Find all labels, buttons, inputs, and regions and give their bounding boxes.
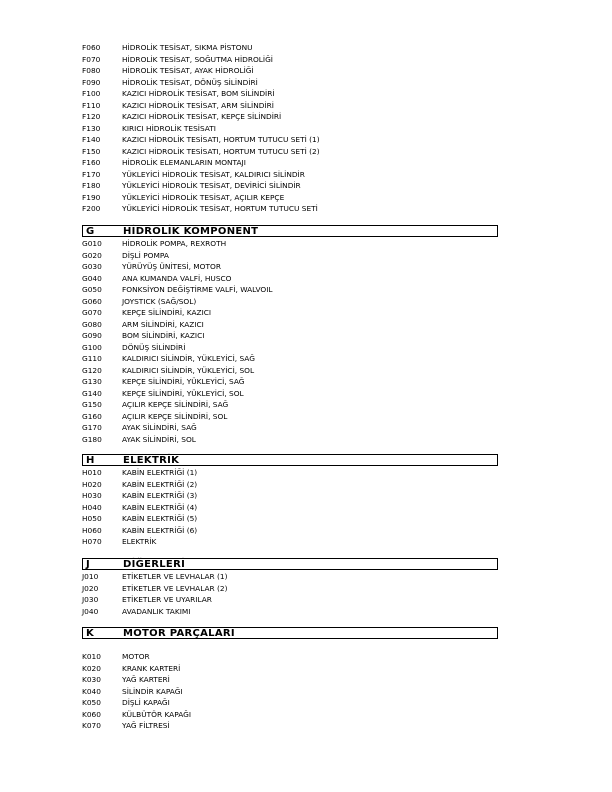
item-description: YAĞ FİLTRESİ <box>122 721 170 730</box>
list-item <box>82 157 498 169</box>
item-description: ANA KUMANDA VALFİ, HUSCO <box>122 273 232 283</box>
list-item <box>82 422 498 434</box>
item-description: YÜKLEYİCİ HİDROLİK TESİSAT, HORTUM TUTUCU SETİ <box>122 204 318 213</box>
list-item <box>82 376 498 388</box>
list-item <box>82 365 498 377</box>
list-item <box>82 399 498 411</box>
item-code: K040 <box>82 686 101 696</box>
section-j-header <box>82 558 498 570</box>
list-item <box>82 192 498 204</box>
section-j-title: DİĞERLERİ <box>123 559 186 570</box>
list-item <box>82 502 498 514</box>
item-description: KAZICI HİDROLİK TESİSAT, KEPÇE SİLİNDİRİ <box>122 112 282 121</box>
item-code: G130 <box>82 377 102 386</box>
item-description: HİDROLİK TESİSAT, SIKMA PİSTONU <box>122 43 253 52</box>
item-code: H070 <box>82 537 102 546</box>
item-description: KALDIRICI SİLİNDİR, YÜKLEYİCİ, SAĞ <box>122 354 255 363</box>
section-k-letter: K <box>86 628 94 639</box>
item-code: G110 <box>82 354 102 363</box>
item-description: AÇILIR KEPÇE SİLİNDİRİ, SAĞ <box>122 400 229 409</box>
item-code: G070 <box>82 308 102 317</box>
section-h-title: ELEKTRİK <box>123 455 180 466</box>
list-item <box>82 571 498 583</box>
list-item <box>82 261 498 273</box>
item-code: K010 <box>82 652 101 661</box>
item-description: KALDIRICI SİLİNDİR, YÜKLEYİCİ, SOL <box>122 365 255 375</box>
item-code: F170 <box>82 169 101 179</box>
list-item <box>82 123 498 135</box>
item-code: G160 <box>82 411 102 421</box>
list-item <box>82 720 498 732</box>
list-item <box>82 709 498 721</box>
list-item <box>82 697 498 709</box>
item-description: HİDROLİK POMPA, REXROTH <box>122 239 227 248</box>
item-code: J020 <box>82 583 99 593</box>
item-code: K030 <box>82 675 101 684</box>
item-description: MOTOR <box>122 652 150 661</box>
list-item <box>82 330 498 342</box>
item-description: BOM SİLİNDİRİ, KAZICI <box>122 331 205 340</box>
item-code: H030 <box>82 491 102 500</box>
section-h-header <box>82 454 498 466</box>
section-g-letter: G <box>86 226 95 237</box>
item-description: AYAK SİLİNDİRİ, SOL <box>122 434 196 444</box>
item-code: G080 <box>82 319 102 329</box>
list-item <box>82 100 498 112</box>
item-code: H050 <box>82 514 102 523</box>
section-g-list <box>82 238 498 445</box>
item-code: J040 <box>82 606 99 616</box>
item-description: YÜKLEYİCİ HİDROLİK TESİSAT, DEVİRİCİ SİLİNDİR <box>122 181 301 190</box>
item-code: J010 <box>82 572 99 581</box>
item-code: F160 <box>82 158 101 167</box>
item-description: KABİN ELEKTRİĞİ (5) <box>122 514 198 523</box>
item-code: G050 <box>82 285 102 294</box>
item-code: G100 <box>82 342 102 352</box>
item-description: ARM SİLİNDİRİ, KAZICI <box>122 319 204 329</box>
list-item <box>82 686 498 698</box>
list-item <box>82 203 498 215</box>
item-description: YÜRÜYÜŞ ÜNİTESİ, MOTOR <box>122 262 221 271</box>
list-item <box>82 180 498 192</box>
list-item <box>82 296 498 308</box>
list-item <box>82 307 498 319</box>
item-code: F100 <box>82 89 101 98</box>
item-code: F180 <box>82 181 101 190</box>
list-item <box>82 65 498 77</box>
section-k <box>82 627 498 732</box>
list-item <box>82 77 498 89</box>
item-code: K060 <box>82 709 101 719</box>
section-k-header <box>82 627 498 639</box>
list-item <box>82 467 498 479</box>
item-code: F080 <box>82 66 101 75</box>
item-code: G120 <box>82 365 102 375</box>
list-item <box>82 342 498 354</box>
item-description: ETİKETLER VE LEVHALAR (1) <box>122 572 228 581</box>
item-description: KÜLBÜTÖR KAPAĞI <box>122 709 192 719</box>
section-j <box>82 558 498 617</box>
list-item <box>82 594 498 606</box>
item-description: KEPÇE SİLİNDİRİ, YÜKLEYİCİ, SAĞ <box>122 377 245 386</box>
item-description: KIRICI HİDROLİK TESİSATI <box>122 123 216 133</box>
item-description: KABİN ELEKTRİĞİ (4) <box>122 502 198 512</box>
list-item <box>82 583 498 595</box>
list-item <box>82 111 498 123</box>
item-description: KAZICI HİDROLİK TESİSAT, BOM SİLİNDİRİ <box>122 89 275 98</box>
item-description: AYAK SİLİNDİRİ, SAĞ <box>122 423 197 432</box>
item-description: KAZICI HİDROLİK TESİSATI, HORTUM TUTUCU SETİ (1) <box>122 135 320 144</box>
list-item <box>82 479 498 491</box>
item-description: KRANK KARTERİ <box>122 663 181 673</box>
item-code: G060 <box>82 296 102 306</box>
list-item <box>82 88 498 100</box>
list-item <box>82 353 498 365</box>
list-item <box>82 238 498 250</box>
item-description: HİDROLİK TESİSAT, SOĞUTMA HİDROLİĞİ <box>122 54 273 64</box>
list-item <box>82 606 498 618</box>
section-g-title: HİDROLİK KOMPONENT <box>123 226 259 237</box>
section-f-list <box>82 42 498 215</box>
item-description: JOYSTICK (SAĞ/SOL) <box>122 296 197 306</box>
item-description: KABİN ELEKTRİĞİ (3) <box>122 491 198 500</box>
item-description: YÜKLEYİCİ HİDROLİK TESİSAT, KALDIRICI SİLİNDİR <box>122 169 305 179</box>
item-description: ETİKETLER VE UYARILAR <box>122 595 212 604</box>
item-description: KAZICI HİDROLİK TESİSATI, HORTUM TUTUCU SETİ (2) <box>122 146 320 156</box>
item-code: G010 <box>82 239 102 248</box>
list-item <box>82 536 498 548</box>
item-description: KABİN ELEKTRİĞİ (1) <box>122 468 198 477</box>
item-description: HİDROLİK TESİSAT, DÖNÜŞ SİLİNDİRİ <box>122 77 258 87</box>
item-code: H060 <box>82 525 102 535</box>
item-description: FONKSİYON DEĞİŞTİRME VALFİ, WALVOIL <box>122 285 273 294</box>
item-description: KAZICI HİDROLİK TESİSAT, ARM SİLİNDİRİ <box>122 100 274 110</box>
list-item <box>82 134 498 146</box>
item-code: F070 <box>82 54 101 64</box>
item-code: K050 <box>82 698 101 707</box>
item-code: F150 <box>82 146 101 156</box>
item-code: G030 <box>82 262 102 271</box>
item-code: F060 <box>82 43 101 52</box>
list-item <box>82 513 498 525</box>
item-description: DÖNÜŞ SİLİNDİRİ <box>122 342 186 352</box>
list-item <box>82 284 498 296</box>
item-code: F130 <box>82 123 101 133</box>
item-code: J030 <box>82 595 99 604</box>
section-j-list <box>82 571 498 617</box>
item-code: G040 <box>82 273 102 283</box>
list-item <box>82 319 498 331</box>
item-code: G170 <box>82 423 102 432</box>
item-code: G020 <box>82 250 102 260</box>
item-description: ELEKTRİK <box>122 537 157 546</box>
item-description: AVADANLIK TAKIMI <box>122 606 191 616</box>
list-item <box>82 42 498 54</box>
item-code: F200 <box>82 204 101 213</box>
item-description: KABİN ELEKTRİĞİ (6) <box>122 525 198 535</box>
item-code: H010 <box>82 468 102 477</box>
list-item <box>82 388 498 400</box>
item-code: F110 <box>82 100 101 110</box>
section-h <box>82 454 498 548</box>
list-item <box>82 273 498 285</box>
item-description: DİŞLİ KAPAĞI <box>122 698 170 707</box>
item-code: G140 <box>82 388 102 398</box>
item-description: KEPÇE SİLİNDİRİ, KAZICI <box>122 308 212 317</box>
item-code: F190 <box>82 192 101 202</box>
item-description: DİŞLİ POMPA <box>122 250 169 260</box>
list-item <box>82 146 498 158</box>
list-item <box>82 434 498 446</box>
item-code: H040 <box>82 502 102 512</box>
section-h-list <box>82 467 498 548</box>
item-code: G180 <box>82 434 102 444</box>
section-h-letter: H <box>86 455 95 466</box>
item-description: HİDROLİK TESİSAT, AYAK HİDROLİĞİ <box>122 66 254 75</box>
section-g-header <box>82 225 498 237</box>
item-code: K070 <box>82 721 101 730</box>
section-j-letter: J <box>86 559 90 570</box>
item-code: G150 <box>82 400 102 409</box>
list-item <box>82 674 498 686</box>
item-description: KABİN ELEKTRİĞİ (2) <box>122 479 198 489</box>
list-item <box>82 411 498 423</box>
item-code: F120 <box>82 112 101 121</box>
list-item <box>82 651 498 663</box>
item-description: HİDROLİK ELEMANLARIN MONTAJI <box>122 158 246 167</box>
item-description: SİLİNDİR KAPAĞI <box>122 686 183 696</box>
list-item <box>82 663 498 675</box>
section-k-list <box>82 651 498 732</box>
item-code: H020 <box>82 479 102 489</box>
list-item <box>82 490 498 502</box>
item-code: F140 <box>82 135 101 144</box>
item-description: AÇILIR KEPÇE SİLİNDİRİ, SOL <box>122 411 228 421</box>
section-g <box>82 225 498 445</box>
list-item <box>82 250 498 262</box>
item-description: YAĞ KARTERİ <box>122 675 170 684</box>
list-item <box>82 169 498 181</box>
item-description: KEPÇE SİLİNDİRİ, YÜKLEYİCİ, SOL <box>122 388 244 398</box>
list-item <box>82 525 498 537</box>
item-code: F090 <box>82 77 101 87</box>
section-k-title: MOTOR PARÇALARI <box>123 628 235 639</box>
item-code: K020 <box>82 663 101 673</box>
item-description: ETİKETLER VE LEVHALAR (2) <box>122 583 228 593</box>
item-code: G090 <box>82 331 102 340</box>
list-item <box>82 54 498 66</box>
item-description: YÜKLEYİCİ HİDROLİK TESİSAT, AÇILIR KEPÇE <box>122 192 285 202</box>
